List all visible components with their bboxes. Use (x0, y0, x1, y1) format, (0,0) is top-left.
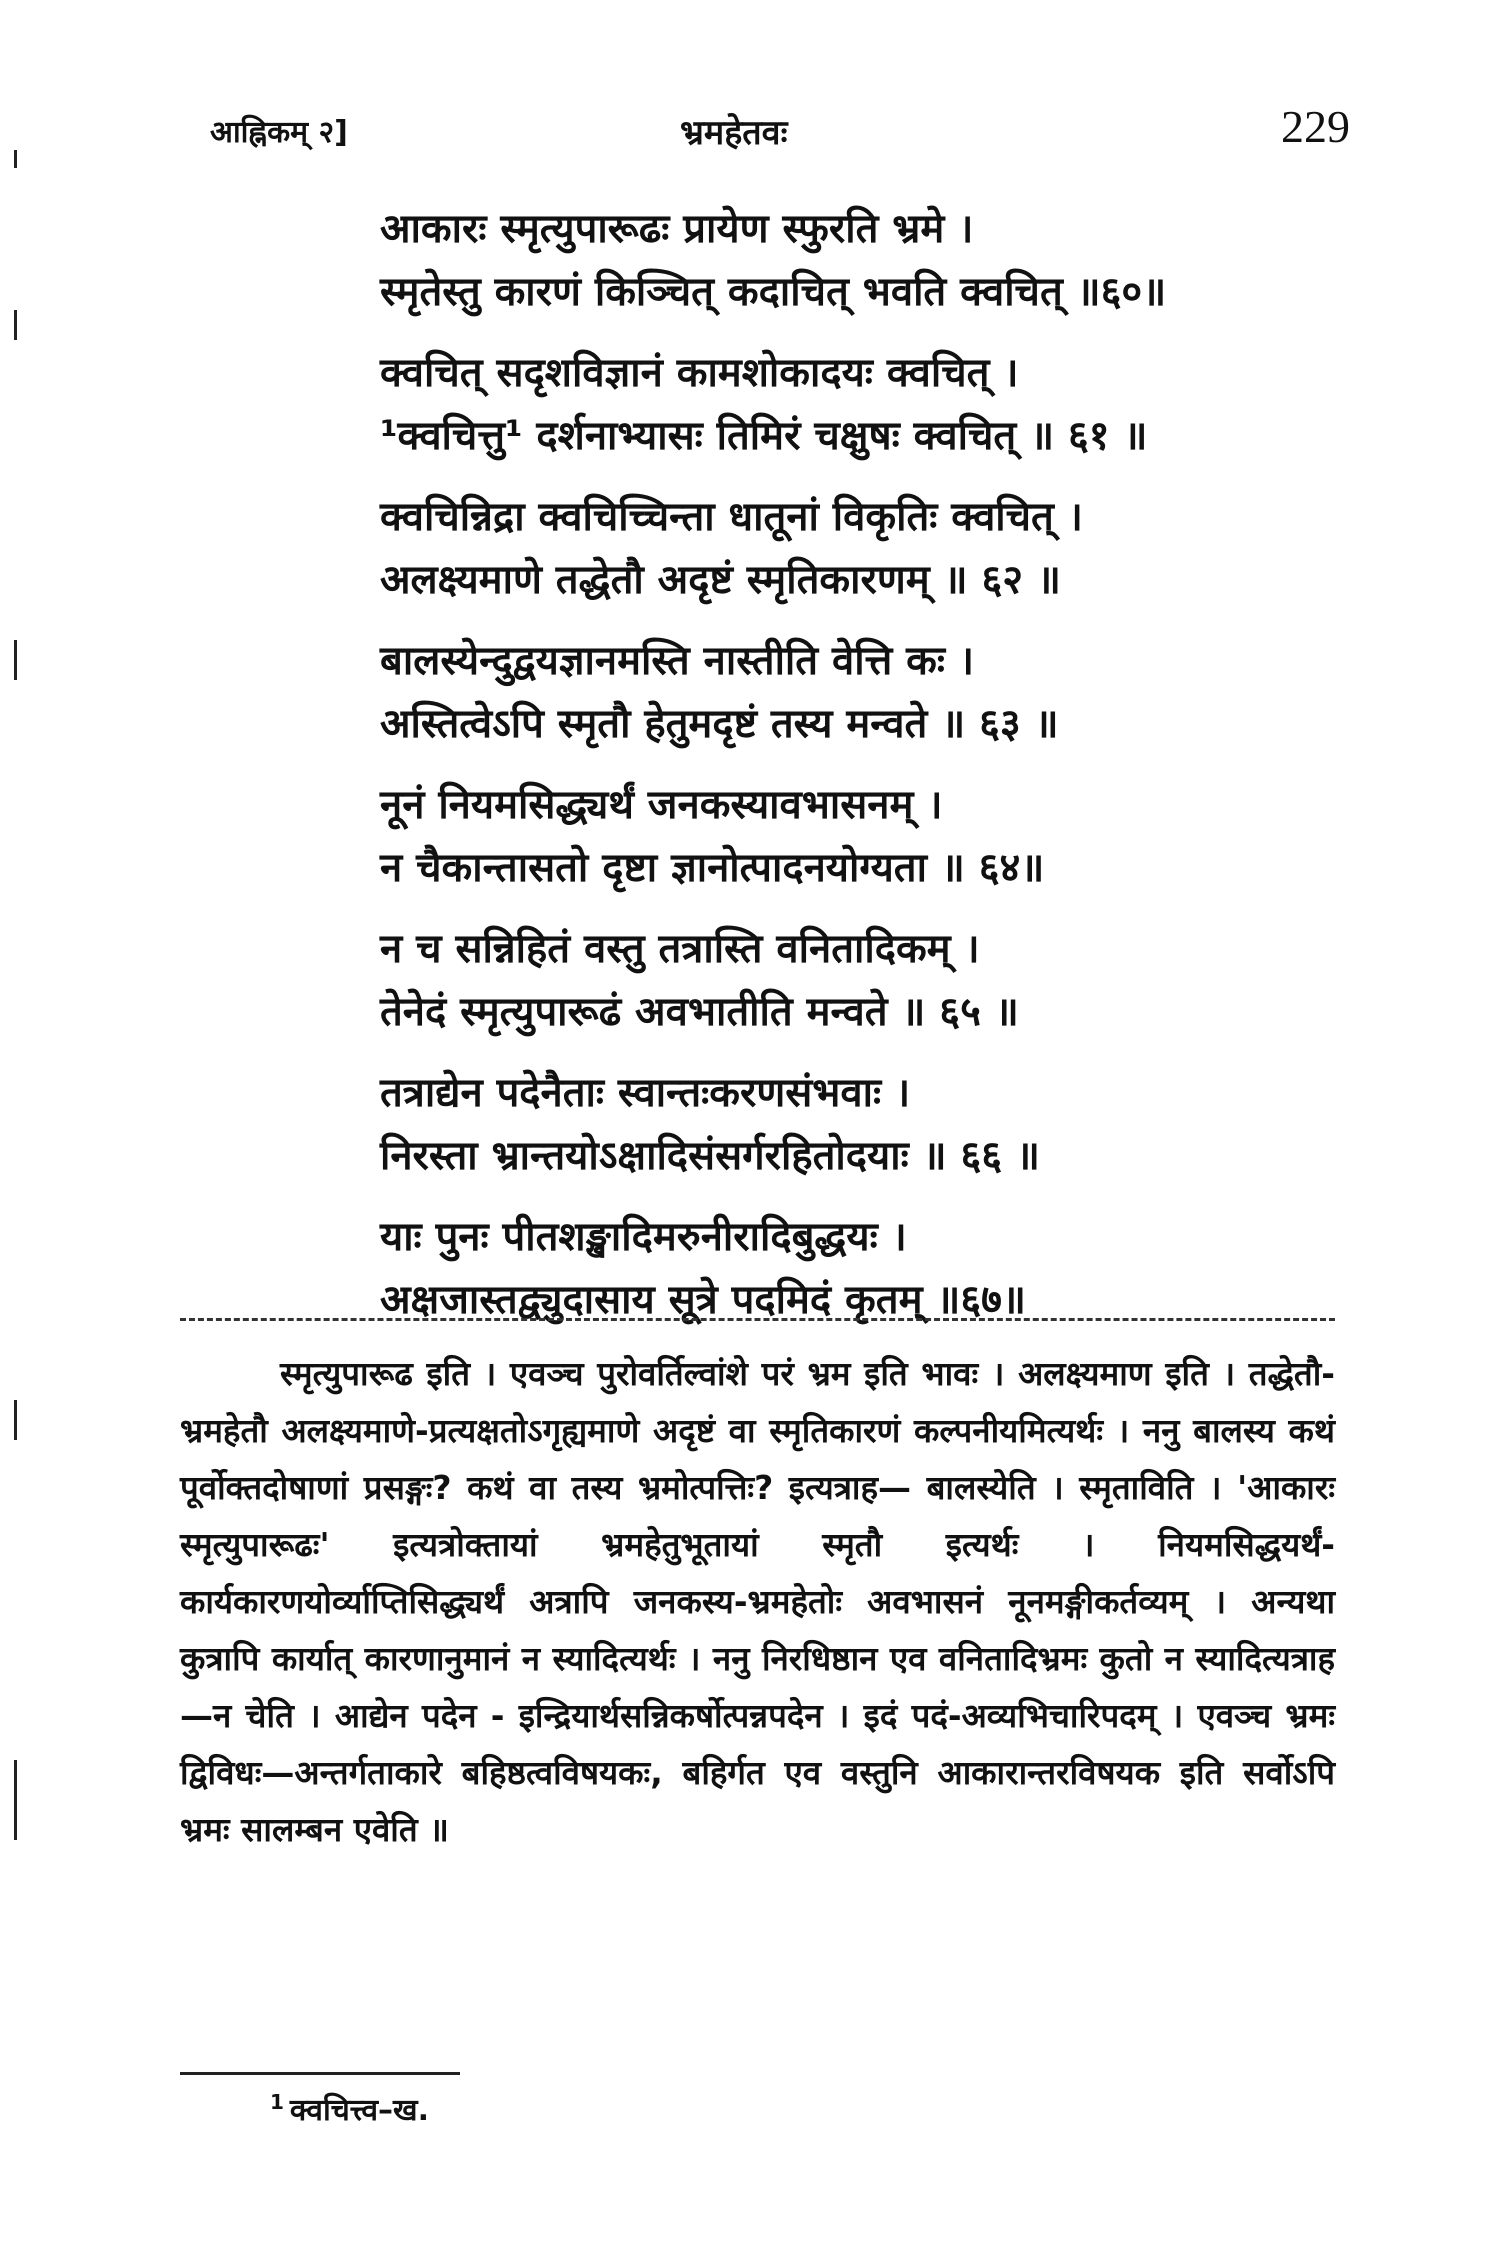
verse-line: बालस्येन्दुद्वयज्ञानमस्ति नास्तीति वेत्ति कः । (380, 638, 975, 684)
edge-mark (14, 1400, 17, 1440)
verse-line: आकारः स्मृत्युपारूढः प्रायेण स्फुरति भ्रमे । (380, 206, 974, 252)
edge-mark (14, 1760, 17, 1840)
verse-line: क्वचित् सदृशविज्ञानं कामशोकादयः क्वचित् । (380, 350, 1019, 396)
edge-mark (14, 310, 17, 340)
verse-62 (380, 486, 1380, 612)
verse-line: निरस्ता भ्रान्तयोऽक्षादिसंसर्गरहितोदयाः ॥ ६६ ॥ (380, 1133, 1040, 1179)
verse-line: याः पुनः पीतशङ्खादिमरुनीरादिबुद्धयः । (380, 1214, 907, 1260)
verse-65 (380, 918, 1380, 1044)
verse-line: तत्राद्येन पदेनैताः स्वान्तःकरणसंभवाः । (380, 1070, 911, 1116)
verse-64 (380, 774, 1380, 900)
page-number: 229 (1281, 101, 1350, 152)
verse-line: अलक्ष्यमाणे तद्धेतौ अदृष्टं स्मृतिकारणम् ॥ ६२ ॥ (380, 557, 1061, 603)
commentary (180, 1345, 1335, 1858)
footnote-marker: 1 (270, 2090, 284, 2114)
verse-67 (380, 1206, 1380, 1332)
verse-line: न चैकान्तासतो दृष्टा ज्ञानोत्पादनयोग्यता ॥ ६४॥ (380, 845, 1045, 891)
verse-60 (380, 198, 1380, 324)
edge-mark (14, 640, 17, 680)
verse-63 (380, 630, 1380, 756)
edge-mark (14, 150, 17, 168)
verse-line: अक्षजास्तद्व्युदासाय सूत्रे पदमिदं कृतम् ॥६७॥ (380, 1277, 1026, 1323)
verse-line: नूनं नियमसिद्ध्यर्थं जनकस्यावभासनम् । (380, 782, 943, 828)
section-divider (180, 1318, 1335, 1321)
verse-line: क्वचिन्निद्रा क्वचिच्चिन्ता धातूनां विकृतिः क्वचित् । (380, 494, 1083, 540)
footnote (270, 2088, 429, 2129)
verse-line: ¹क्वचित्तु¹ दर्शनाभ्यासः तिमिरं चक्षुषः क्वचित् ॥ ६१ ॥ (380, 413, 1148, 459)
verse-line: तेनेदं स्मृत्युपारूढं अवभातीति मन्वते ॥ ६५ ॥ (380, 989, 1019, 1035)
verse-61 (380, 342, 1380, 468)
section-label: आह्निकम् २] (210, 115, 348, 150)
footnote-divider (180, 2072, 460, 2075)
footnote-text: क्वचित्त्व–ख. (289, 2093, 429, 2128)
running-head (200, 100, 1360, 160)
verse-line: न च सन्निहितं वस्तु तत्रास्ति वनितादिकम् । (380, 926, 980, 972)
verse-block (380, 198, 1380, 1350)
chapter-title: भ्रमहेतवः (680, 113, 788, 153)
verse-66 (380, 1062, 1380, 1188)
commentary-paragraph: स्मृत्युपारूढ इति । एवञ्च पुरोवर्तिल्वांशे परं भ्रम इति भावः । अलक्ष्यमाण इति । तद्धेतौ-भ्रमहेतौ अलक्ष्यमाणे-प्रत्यक्षतोऽगृह्यमाणे अदृष्टं वा स्मृतिकारणं कल्पनीयमित्यर्थः । ननु बालस्य कथं पूर्वोक्तदोषाणां प्रसङ्गः? कथं वा तस्य भ्रमोत्पत्तिः? इत्यत्राह— बालस्येति । स्मृताविति । 'आकारः स्मृत्युपारूढः' इत्यत्रोक्तायां भ्रमहेतुभूतायां स्मृतौ इत्यर्थः । नियमसिद्धयर्थं-कार्यकारणयोर्व्याप्तिसिद्ध्यर्थं अत्रापि जनकस्य-भ्रमहेतोः अवभासनं नूनमङ्गीकर्तव्यम् । अन्यथा कुत्रापि कार्यात् कारणानुमानं न स्यादित्यर्थः । ननु निरधिष्ठान एव वनितादिभ्रमः कुतो न स्यादित्यत्राह—न चेति । आद्येन पदेन - इन्द्रियार्थसन्निकर्षोत्पन्नपदेन । इदं पदं-अव्यभिचारिपदम् । एवञ्च भ्रमः द्विविधः—अन्तर्गताकारे बहिष्ठत्वविषयकः, बहिर्गत एव वस्तुनि आकारान्तरविषयक इति सर्वोऽपि भ्रमः सालम्बन एवेति ॥ (180, 1354, 1335, 1849)
verse-line: स्मृतेस्तु कारणं किञ्चित् कदाचित् भवति क्वचित् ॥६०॥ (380, 269, 1167, 315)
verse-line: अस्तित्वेऽपि स्मृतौ हेतुमदृष्टं तस्य मन्वते ॥ ६३ ॥ (380, 701, 1059, 747)
